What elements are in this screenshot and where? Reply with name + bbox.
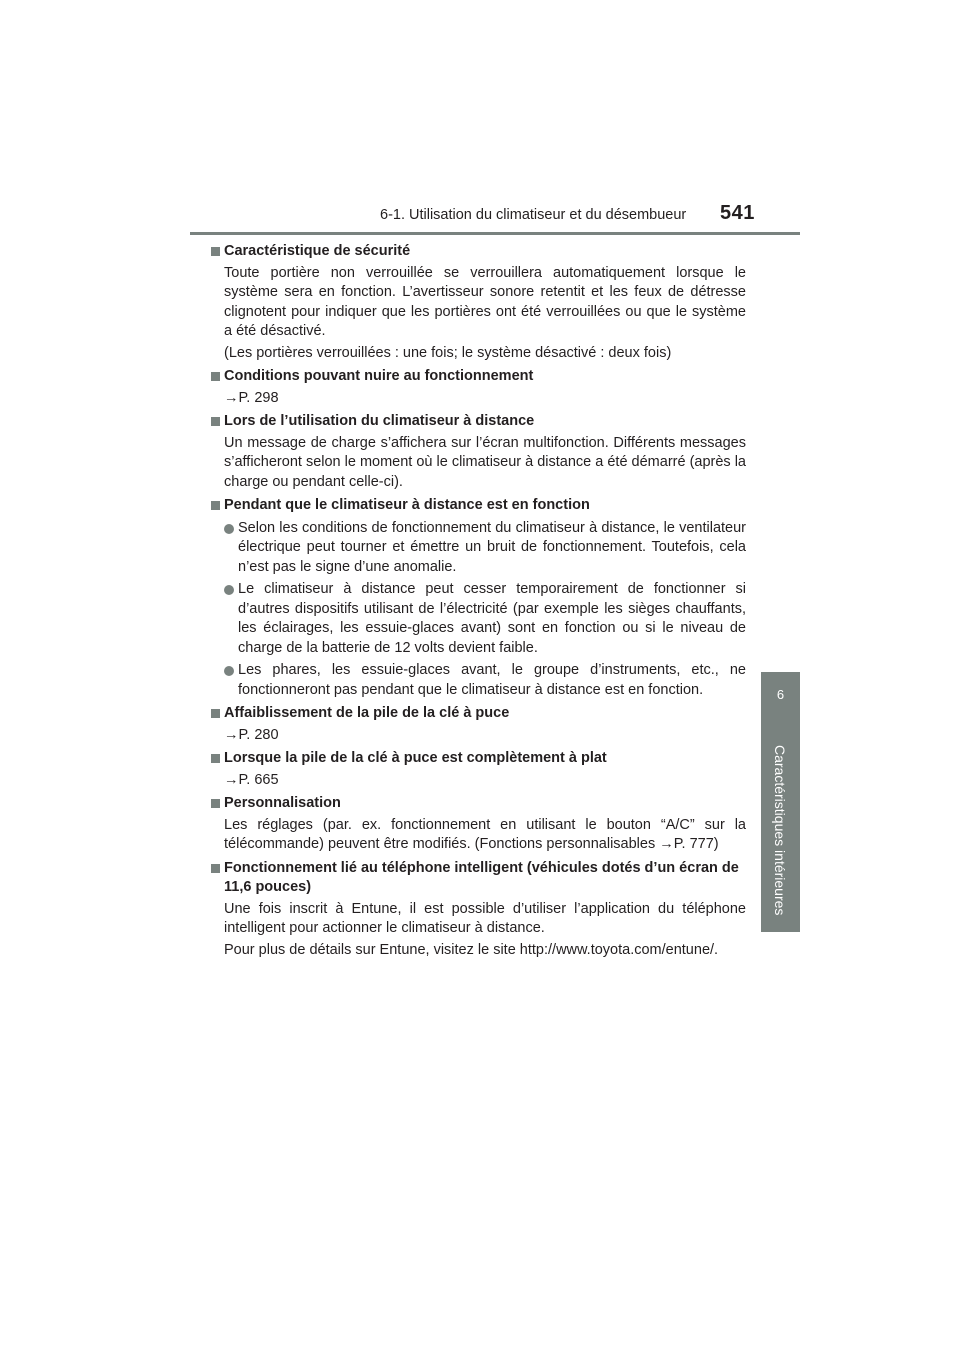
paragraph: Pour plus de détails sur Entune, visitez le site http://www.toyota.com/entune/. <box>224 941 719 958</box>
section-title <box>211 496 746 516</box>
round-bullet-icon <box>224 585 234 595</box>
square-bullet-icon <box>211 754 220 763</box>
square-bullet-icon <box>211 799 220 808</box>
section <box>211 794 746 855</box>
page-number: 541 <box>720 202 755 224</box>
paragraph: Une fois inscrit à Entune, il est possible d’utiliser l’application du téléphone intelligent pour actionner le climatiseur à distance. <box>224 900 746 936</box>
section-title-text: Lorsque la pile de la clé à puce est complètement à plat <box>224 750 607 766</box>
section-title-text: Fonctionnement lié au téléphone intelligent (véhicules dotés d’un écran de 11,6 pouces) <box>224 859 739 895</box>
arrow-right-icon: → <box>224 726 239 743</box>
page-reference-text: P. 298 <box>238 389 279 406</box>
bullet-item <box>211 519 746 578</box>
page-reference-text: P. 280 <box>238 726 279 743</box>
square-bullet-icon <box>211 501 220 510</box>
page-reference-text: P. 665 <box>238 771 279 788</box>
chapter-label: Caractéristiques intérieures <box>772 745 788 916</box>
round-bullet-icon <box>224 666 234 676</box>
section-title-text: Pendant que le climatiseur à distance est en fonction <box>224 497 590 513</box>
bullet-text: Les phares, les essuie-glaces avant, le groupe d’instruments, etc., ne fonctionneront pas pendant que le climatiseur à distance est en fonction. <box>238 662 746 698</box>
section-title <box>211 859 746 898</box>
paragraph: Un message de charge s’affichera sur l’écran multifonction. Différents messages s’afficheront selon le moment où le climatiseur à distance a été démarré (après la charge ou pendant celle-ci). <box>224 434 746 490</box>
arrow-right-icon: → <box>224 389 239 406</box>
section-title <box>211 704 746 724</box>
round-bullet-icon <box>224 524 234 534</box>
section-title-text: Caractéristique de sécurité <box>224 243 411 259</box>
square-bullet-icon <box>211 372 220 381</box>
square-bullet-icon <box>211 709 220 718</box>
bullet-text: Selon les conditions de fonctionnement du climatiseur à distance, le ventilateur électrique peut tourner et émettre un bruit de fonctionnement. Toutefois, cela n’est pas le signe d’une anomalie. <box>238 519 746 575</box>
page-reference[interactable] <box>211 726 746 746</box>
paragraph: Toute portière non verrouillée se verrouillera automatiquement lorsque le système sera en fonction. L’avertisseur sonore retentit et les feux de détresse clignotent pour indiquer que les portières ont été verrouillées ou que le système a été désactivé. <box>224 264 746 339</box>
page-content <box>211 242 746 964</box>
section-title-text: Affaiblissement de la pile de la clé à puce <box>224 705 510 721</box>
section <box>211 367 746 408</box>
section-title <box>211 794 746 814</box>
arrow-right-icon: → <box>224 771 239 788</box>
header-rule <box>190 232 800 235</box>
section <box>211 412 746 492</box>
section <box>211 242 746 363</box>
section-title-text: Conditions pouvant nuire au fonctionnement <box>224 368 534 384</box>
section-title-text: Personnalisation <box>224 795 341 811</box>
paragraph: Les réglages (par. ex. fonctionnement en utilisant le bouton “A/C” sur la télécommande) peuvent être modifiés. (Fonctions personnalisables →P. 777) <box>224 816 746 852</box>
square-bullet-icon <box>211 864 220 873</box>
section-title <box>211 749 746 769</box>
section-title <box>211 412 746 432</box>
bullet-item <box>211 661 746 700</box>
section <box>211 496 746 700</box>
page-reference[interactable] <box>211 389 746 409</box>
paragraph: (Les portières verrouillées : une fois; le système désactivé : deux fois) <box>224 344 672 361</box>
square-bullet-icon <box>211 247 220 256</box>
section <box>211 859 746 961</box>
section <box>211 704 746 745</box>
square-bullet-icon <box>211 417 220 426</box>
running-header-title: 6-1. Utilisation du climatiseur et du désembueur <box>380 207 687 223</box>
bullet-item <box>211 580 746 658</box>
section <box>211 749 746 790</box>
chapter-number: 6 <box>776 687 785 702</box>
section-title <box>211 242 746 262</box>
page-reference[interactable] <box>211 771 746 791</box>
section-title-text: Lors de l’utilisation du climatiseur à distance <box>224 413 535 429</box>
bullet-text: Le climatiseur à distance peut cesser temporairement de fonctionner si d’autres dispositifs utilisant de l’électricité (par exemple les sièges chauffants, les éclairages, les essuie-glaces avant) sont en fonction ou si le niveau de charge de la batterie de 12 volts devient faible. <box>238 581 746 656</box>
section-title <box>211 367 746 387</box>
